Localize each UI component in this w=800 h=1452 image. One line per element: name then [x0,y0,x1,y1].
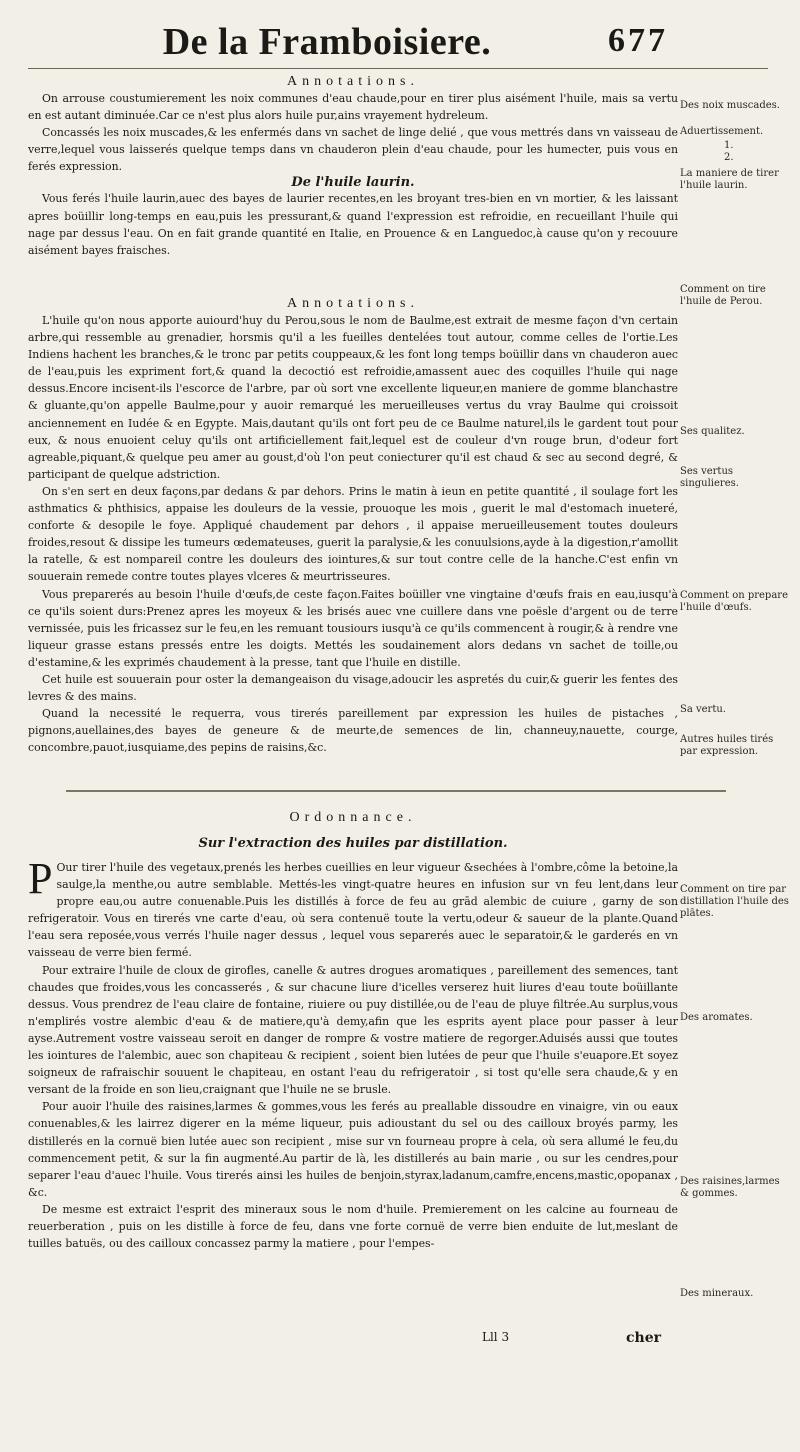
margin-note: Sa vertu. [680,704,726,715]
signature-mark: Lll 3 [482,1330,510,1344]
section-divider [66,790,726,792]
margin-note: Comment on tire par distillation l'huile des plātes. [680,884,789,919]
paragraph: L'huile qu'on nous apporte auiourd'huy du Perou,sous le nom de Baulme,est extrait de mesme façon d'vn certain arbre,qui ressemble au grenadier, horsmis qu'il a les fueilles dentelées tout autour, comme celles de l'ortie.Les Indiens hachent les branches,& le tronc par petits couppeaux,& les font long temps boüillir dans vn chauderon auec de l'eau,puis les expriment fort,& quand la decoctió est refroidie,amassent auec des coquilles l'huile qui nage dessus.Encore incisent-ils l'escorce de l'arbre, par où sort vne excellente liqueur,en maniere de gomme blanchastre & gluante,qu'on appelle Baulme,pour y auoir remarqué les merueilleuses vertus du vray Baulme qui croissoit anciennement en Iudée & en Egypte. Mais,dautant qu'ils ont fort peu de ce Baulme naturel,ils le gardent tout pour eux, & nous enuoient celuy qu'ils ont artificiellement fait,lequel est de couleur d'vn rouge brun, d'odeur fort agreable,piquant,& quelque peu amer au goust,d'où l'on peut coniecturer qu'il est chaud & sec au second degré, & participant de quelque adstriction. [28,314,678,481]
margin-note: Des raisines,larmes & gommes. [680,1176,780,1199]
section-annotations-1 [28,74,678,259]
section-ordonnance [28,810,678,1252]
margin-note: Autres huiles tirés par expression. [680,734,774,757]
section-heading: Ordonnance. [289,810,417,825]
paragraph: Concassés les noix muscades,& les enfermés dans vn sachet de linge delié , que vous mettrés dans vn vaisseau de verre,lequel vous laisserés quelque temps dans vn chauderon plein d'eau chaude, pour les humecter, puis vous en ferés expression. [28,126,678,174]
paragraph: Pour auoir l'huile des raisines,larmes & gommes,vous les ferés au preallable dissoudre en vinaigre, vin ou eaux conuenables,& les lairrez digerer en la méme liqueur, puis adioustant du sel ou des cailloux broyés parmy, les distillerés en la cornuë bien lutée auec son recipient , mise sur vn fourneau propre à cela, où sera allumé le feu,du commencement petit, & sur la fin augmenté.Au partir de là, les distillerés au bain marie , ou sur les cendres,pour separer l'eau d'auec l'huile. Vous tirerés ainsi les huiles de benjoin,styrax,ladanum,camfre,encens,mastic,opopanax , &c. [28,1100,678,1199]
margin-note: Ses qualitez. [680,426,745,437]
margin-note: Comment on prepare l'huile d'œufs. [680,590,788,613]
section-heading: Annotations. [287,296,419,311]
paragraph: Quand la necessité le requerra, vous tirerés pareillement par expression les huiles de pistaches , pignons,auellaines,des bayes de geneure & de meurte,de semences de lin, channeuy,nauette, courge, concombre,pauot,iusquiame,des pepins de raisins,&c. [28,707,678,755]
drop-cap: P [28,854,53,903]
catchword: cher [626,1330,661,1346]
margin-note: Des aromates. [680,1012,753,1023]
section-annotations-2 [28,296,678,756]
paragraph: Pour extraire l'huile de cloux de girofles, canelle & autres drogues aromatiques , pareillement des semences, tant chaudes que froides,vous les concasserés , & sur chacune liure d'icelles verserez huit liures d'eau toute boüillante dessus. Vous prendrez de l'eau claire de fontaine, riuiere ou puy distillée,ou de l'eau de pluye filtrée.Au surplus,vous n'emplirés vostre alembic d'eau & de matiere,qu'à demy,afin que les esprits ayent place pour passer à leur ayse.Autrement vostre vaisseau seroit en danger de rompre & vostre matiere de regorger.Aduisés aussi que toutes les iointures de l'alembic, auec son chapiteau & recipient , soient bien lutées de peur que l'huile s'euapore.Et soyez soigneux de rafraischir souuent le chapiteau, en ostant l'eau du refrigeratoir , si tost qu'elle sera chaude,& y en versant de la froide en son lieu,craignant que l'huile ne se brusle. [28,963,678,1097]
paragraph [28,854,678,962]
margin-note: Aduertissement. [680,126,764,137]
paragraph: On arrouse coustumierement les noix communes d'eau chaude,pour en tirer plus aisément l'huile, mais sa vertu en est autant diminuée.Car ce n'est plus alors huile pur,ains vrayement hydreleum. [28,92,678,123]
margin-note: Des noix muscades. [680,100,780,111]
margin-note: Comment on tire l'huile de Perou. [680,284,766,307]
paragraph-text: Our tirer l'huile des vegetaux,prenés les herbes cueillies en leur vigueur &sechées à l'ombre,côme la betoine,la saulge,la menthe,ou autre semblable. Mettés-les vingt-quatre heures en infusion sur vn feu lent,dans leur propre eau,ou autre conuenable.Puis les distillés à force de feu au grād alembic de cuiure , garny de son refrigeratoir. Vous en tirerés vne carte d'eau, où sera contenuë toute la vertu,odeur & saueur de la plante.Quand l'eau sera reposée,vous verrés l'huile nager dessus , lequel vous separerés auec le separatoir,& le garderés en vn vaisseau de verre bien fermé. [28,861,678,960]
subheading: De l'huile laurin. [291,175,415,191]
margin-note: 2. [724,152,734,163]
running-head-title: De la Framboisiere. [162,21,492,63]
paragraph: Vous ferés l'huile laurin,auec des bayes de laurier recentes,en les broyant tres-bien en vn mortier, & les laissant apres boüillir long-temps en eau,puis les pressurant,& quand l'expression est refroidie, en recueillant l'huile qui nage par dessus l'eau. On en fait grande quantité en Italie, en Prouence & en Languedoc,à cause qu'on y recouure aisément bayes fraisches. [28,192,678,257]
paragraph: De mesme est extraict l'esprit des mineraux sous le nom d'huile. Premierement on les calcine au fourneau de reuerberation , puis on les distille à force de feu, dans vne forte cornuë de verre bien enduite de lut,meslant de tuilles batuës, ou des cailloux concassez parmy la matiere , pour l'empes- [28,1202,678,1251]
paragraph: On s'en sert en deux façons,par dedans & par dehors. Prins le matin à ieun en petite quantité , il soulage fort les asthmatics & phthisics, appaise les douleurs de la vessie, prouoque les mois , guerit le mal d'estomach inueteré, conforte & desopile le foye. Appliqué chaudement par dehors , il appaise merueilleusement toutes douleurs froides,resout & dissipe les tumeurs œdemateuses, guerit la paralysie,& les conuulsions,ayde à la digestion,r'amollit la ratelle, & est nompareil contre les douleurs des iointures,& sur tout contre celle de la hanche.C'est enfin vn souuerain remede contre toutes playes vlceres & meurtrisseures. [28,484,678,584]
header-rule [28,68,768,69]
subheading: Sur l'extraction des huiles par distillation. [198,836,508,851]
page-number: 677 [608,22,668,59]
margin-note: 1. [724,140,734,151]
section-heading: Annotations. [287,74,419,89]
paragraph: Cet huile est souuerain pour oster la demangeaison du visage,adoucir les aspretés du cuir,& guerir les fentes des levres & des mains. [28,672,678,704]
margin-note: Des mineraux. [680,1288,754,1299]
margin-note: La maniere de tirer l'huile laurin. [680,168,779,191]
margin-note: Ses vertus singulieres. [680,466,739,489]
paragraph: Vous preparerés au besoin l'huile d'œufs,de ceste façon.Faites boüiller vne vingtaine d'œufs frais en eau,iusqu'à ce qu'ils soient durs:Prenez apres les moyeux & les brisés auec vne cuillere dans vne poësle d'argent ou de terre vernissée, puis les fricassez sur le feu,en les remuant tousiours iusqu'à ce qu'ils commencent à rougir,& à rendre vne liqueur grasse estans pressés entre les doigts. Mettés les soudainement alors dedans vn sachet de toille,ou d'estamine,& les exprimés chaudement à la presse, tant que l'huile en distille. [28,587,678,669]
